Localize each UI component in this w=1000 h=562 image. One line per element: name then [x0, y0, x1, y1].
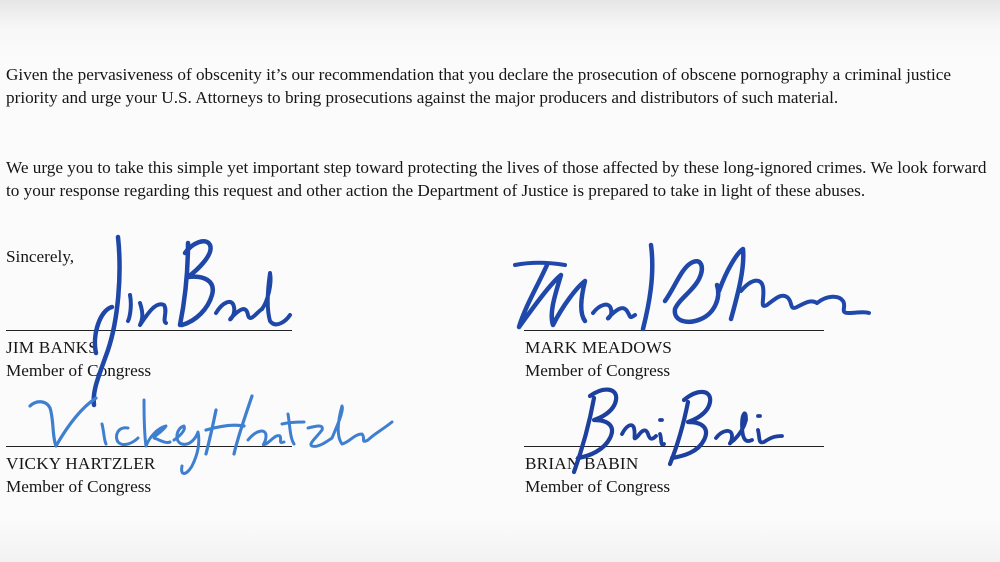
signature-vicky-hartzler [20, 380, 420, 490]
signature-stroke [144, 400, 170, 446]
signature-stroke [665, 261, 718, 322]
signature-stroke [308, 406, 392, 446]
signature-stroke [515, 263, 565, 265]
signature-stroke [206, 396, 252, 454]
signature-stroke [719, 249, 743, 319]
signature-stroke [574, 398, 594, 472]
paragraph-urge: We urge you to take this simple yet important step toward protecting the lives of those affected by these long-ignored crimes. We look forward to your response regarding this request and other action the Department of Justice is prepared to take in light of these abuses. [6, 158, 987, 200]
signature-stroke [128, 295, 131, 321]
signature-stroke [758, 416, 782, 442]
signature-stroke [180, 243, 188, 325]
signatory-title-meadows: Member of Congress [525, 361, 671, 380]
signatory-name-hartzler: VICKY HARTZLER [6, 454, 156, 473]
signature-stroke [593, 305, 635, 319]
signature-stroke [622, 425, 656, 439]
signatory-title-babin: Member of Congress [525, 477, 671, 496]
signature-stroke [248, 431, 284, 445]
signature-stroke [741, 281, 817, 308]
signature-stroke [140, 303, 166, 325]
signature-stroke [643, 245, 652, 329]
signature-stroke [817, 297, 869, 313]
signature-stroke [216, 302, 262, 320]
signature-brian-babin [560, 380, 810, 480]
signature-stroke [519, 265, 585, 327]
signature-stroke [660, 420, 664, 444]
signature-stroke [116, 428, 138, 445]
paragraph-recommendation: Given the pervasiveness of obscenity it’s our recommendation that you declare the prosecution of obscene pornography a criminal justice priority and urge your U.S. Attorneys to bring prosecutions against the major producers and distributors of such material. [6, 65, 952, 107]
signature-stroke [174, 426, 199, 474]
signatory-name-babin: BRIAN BABIN [525, 454, 639, 473]
signatory-title-hartzler: Member of Congress [6, 477, 152, 496]
signature-stroke [716, 413, 752, 443]
signatory-name-banks: JIM BANKS [6, 338, 99, 357]
signature-stroke [282, 414, 304, 444]
signature-stroke [262, 273, 290, 324]
signatory-title-banks: Member of Congress [6, 361, 152, 380]
signatory-name-meadows: MARK MEADOWS [525, 338, 673, 357]
signature-mark-meadows [505, 235, 885, 345]
signature-stroke [30, 398, 96, 446]
signature-stroke [102, 424, 106, 444]
closing-sincerely: Sincerely, [6, 247, 75, 266]
